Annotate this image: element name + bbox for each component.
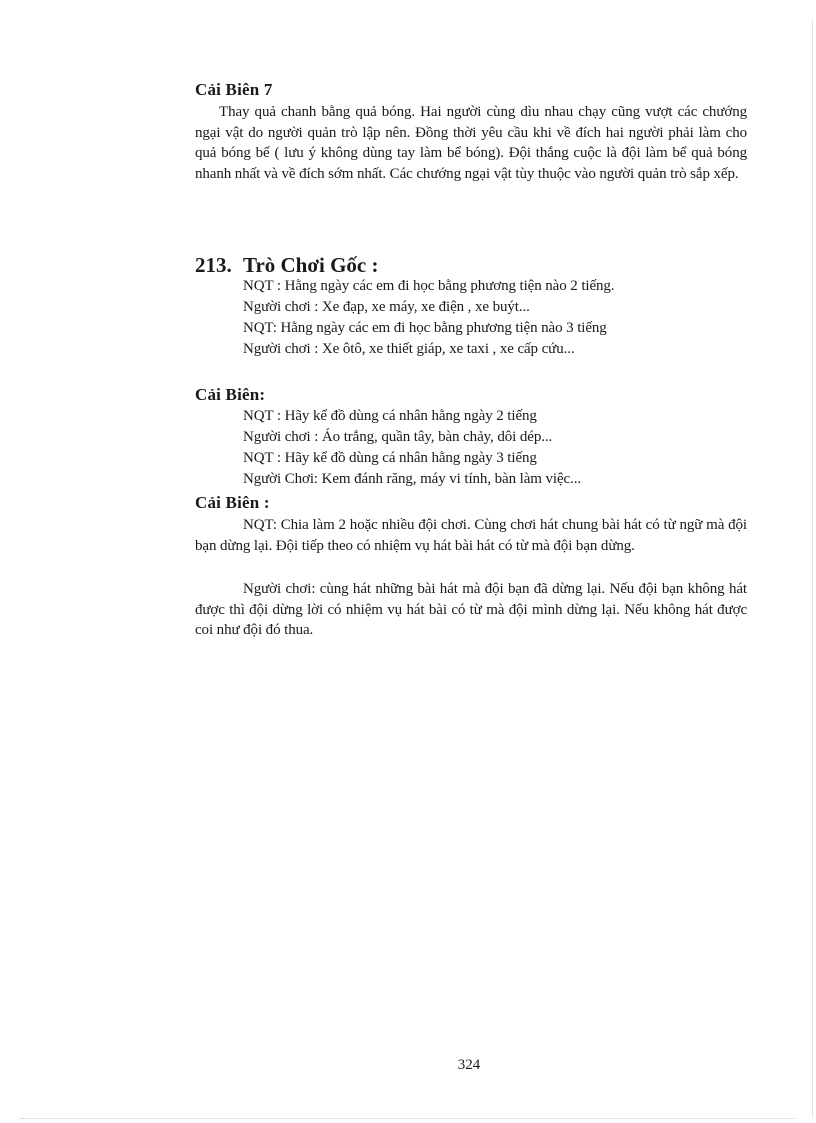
section-heading-cai-bien: Cải Biên: [195,385,266,404]
section-heading-cai-bien-2: Cải Biên : [195,493,270,512]
text-line: Người chơi : Xe ôtô, xe thiết giáp, xe taxi , xe cấp cứu... [243,341,575,357]
game-number: 213. [195,253,232,277]
page-border-right [812,20,813,1117]
text-line: Người chơi : Áo trắng, quần tây, bàn chảy, dôi dép... [243,429,553,445]
text-line: Người chơi : Xe đạp, xe máy, xe điện , xe buýt... [243,299,530,315]
page-number: 324 [457,1057,481,1073]
section-heading-cai-bien-7: Cải Biên 7 [195,80,273,99]
page-border-bottom [20,1118,796,1119]
text-line: NQT : Hãy kể đồ dùng cá nhân hằng ngày 2 tiếng [243,408,537,424]
section-paragraph: Thay quả chanh bằng quả bóng. Hai người cùng dìu nhau chạy cũng vượt các chướng ngại vật do người quản trò lập nên. Đồng thời yêu cầu khi về đích hai người phải làm cho quả bóng bể ( lưu ý không dùng tay làm bể bóng). Đội thắng cuộc là đội làm bể quả bóng nhanh nhất và về đích sớm nhất. Các chướng ngại vật tùy thuộc vào người quản trò sắp xếp. [195,104,747,182]
game-title: Trò Chơi Gốc : [243,253,379,277]
text-line: NQT : Hãy kể đồ dùng cá nhân hằng ngày 3 tiếng [243,450,537,466]
text-line: NQT : Hằng ngày các em đi học bằng phương tiện nào 2 tiếng. [243,278,615,294]
text-line: Người Chơi: Kem đánh răng, máy vi tính, bàn làm việc... [243,471,582,487]
section-paragraph: NQT: Chia làm 2 hoặc nhiều đội chơi. Cùng chơi hát chung bài hát có từ ngữ mà đội bạn dừng lại. Đội tiếp theo có nhiệm vụ hát bài hát có từ mà đội bạn dừng. [195,517,747,554]
game-heading [195,253,378,278]
text-line: NQT: Hằng ngày các em đi học bằng phương tiện nào 3 tiếng [243,320,607,336]
section-paragraph: Người chơi: cùng hát những bài hát mà đội bạn đã dừng lại. Nếu đội bạn không hát được thì đội dừng lời có nhiệm vụ hát bài có từ mà đội mình dừng lại. Nếu không hát được coi như đội đó thua. [195,581,747,638]
